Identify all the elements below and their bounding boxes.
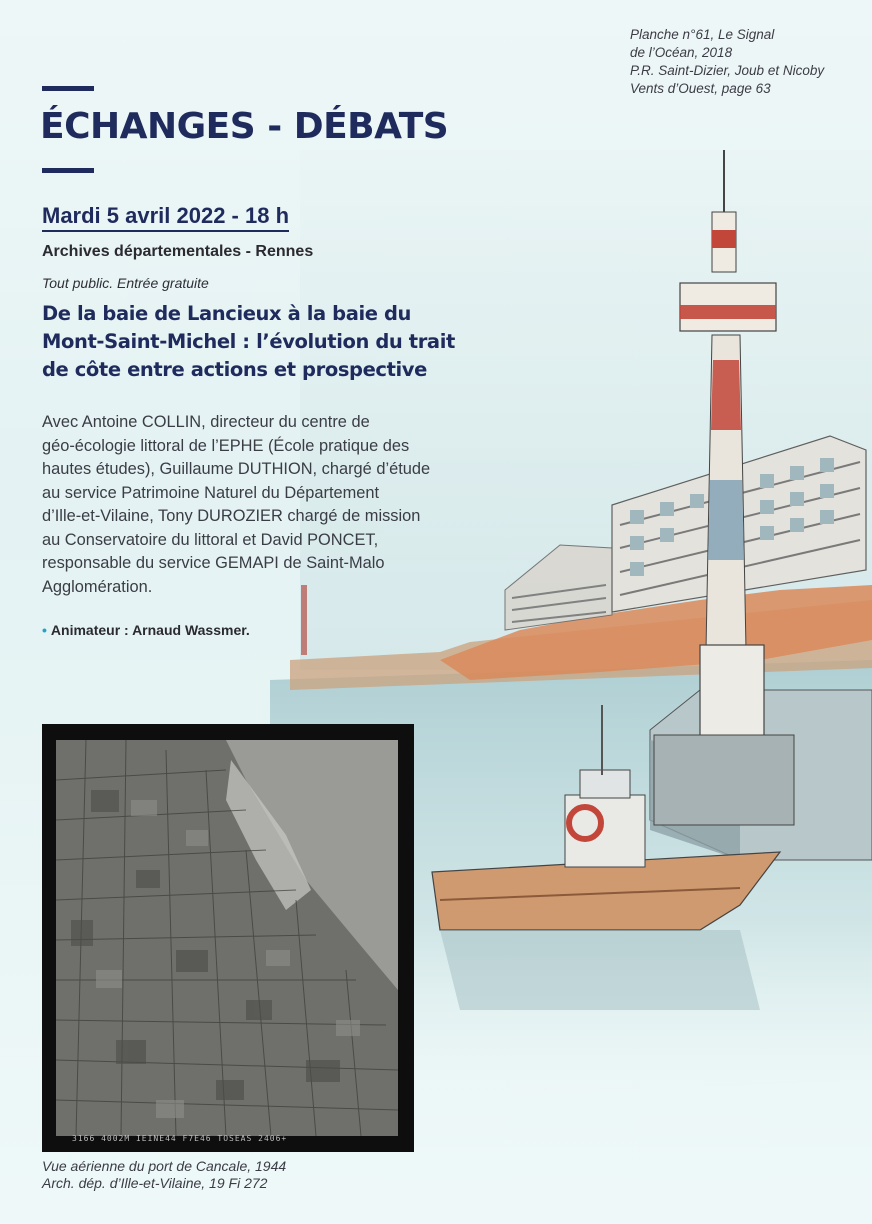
description-line: responsable du service GEMAPI de Saint-Malo bbox=[42, 554, 385, 572]
description-line: Agglomération. bbox=[42, 577, 153, 596]
talk-title-line: de côte entre actions et prospective bbox=[42, 358, 427, 381]
talk-title-line: De la baie de Lancieux à la baie du bbox=[42, 302, 412, 325]
description-line: d’Ille-et-Vilaine, Tony DUROZIER chargé de mission bbox=[42, 507, 421, 525]
photo-caption bbox=[42, 1158, 286, 1192]
credit-line: de l’Océan, 2018 bbox=[630, 45, 733, 60]
caption-line: Arch. dép. d’Ille-et-Vilaine, 19 Fi 272 bbox=[42, 1175, 268, 1191]
moderator bbox=[42, 622, 250, 638]
speakers-description bbox=[42, 411, 482, 599]
description-line: au Conservatoire du littoral et David PONCET, bbox=[42, 530, 379, 549]
title-rule-top bbox=[42, 86, 94, 91]
talk-title-line: Mont-Saint-Michel : l’évolution du trait bbox=[42, 330, 455, 353]
event-date: Mardi 5 avril 2022 - 18 h bbox=[42, 203, 289, 232]
description-line: géo-écologie littoral de l’EPHE (École pratique des bbox=[42, 436, 410, 455]
aerial-photo-image bbox=[56, 740, 398, 1136]
moderator-text: Animateur : Arnaud Wassmer. bbox=[50, 622, 250, 638]
bullet-icon: • bbox=[42, 622, 47, 638]
credit-line: Planche n°61, Le Signal bbox=[630, 27, 775, 42]
description-line: Avec Antoine COLLIN, directeur du centre de bbox=[42, 413, 370, 431]
credit-line: Vents d’Ouest, page 63 bbox=[630, 81, 771, 96]
aerial-photo bbox=[42, 724, 414, 1152]
description-line: hautes études), Guillaume DUTHION, chargé d’étude bbox=[42, 460, 431, 478]
description-line: au service Patrimoine Naturel du Département bbox=[42, 483, 380, 502]
event-venue: Archives départementales - Rennes bbox=[42, 243, 314, 260]
title-rule-bottom bbox=[42, 168, 94, 173]
illustration-credit bbox=[630, 26, 860, 98]
film-strip-text: 3166 4002M IEINE44 F7E46 TOSEAS 2406+ bbox=[72, 1134, 288, 1143]
section-title: ÉCHANGES - DÉBATS bbox=[40, 106, 449, 147]
talk-title bbox=[42, 300, 482, 384]
credit-line: P.R. Saint-Dizier, Joub et Nicoby bbox=[630, 63, 825, 78]
caption-line: Vue aérienne du port de Cancale, 1944 bbox=[42, 1158, 287, 1174]
event-audience: Tout public. Entrée gratuite bbox=[42, 275, 209, 291]
